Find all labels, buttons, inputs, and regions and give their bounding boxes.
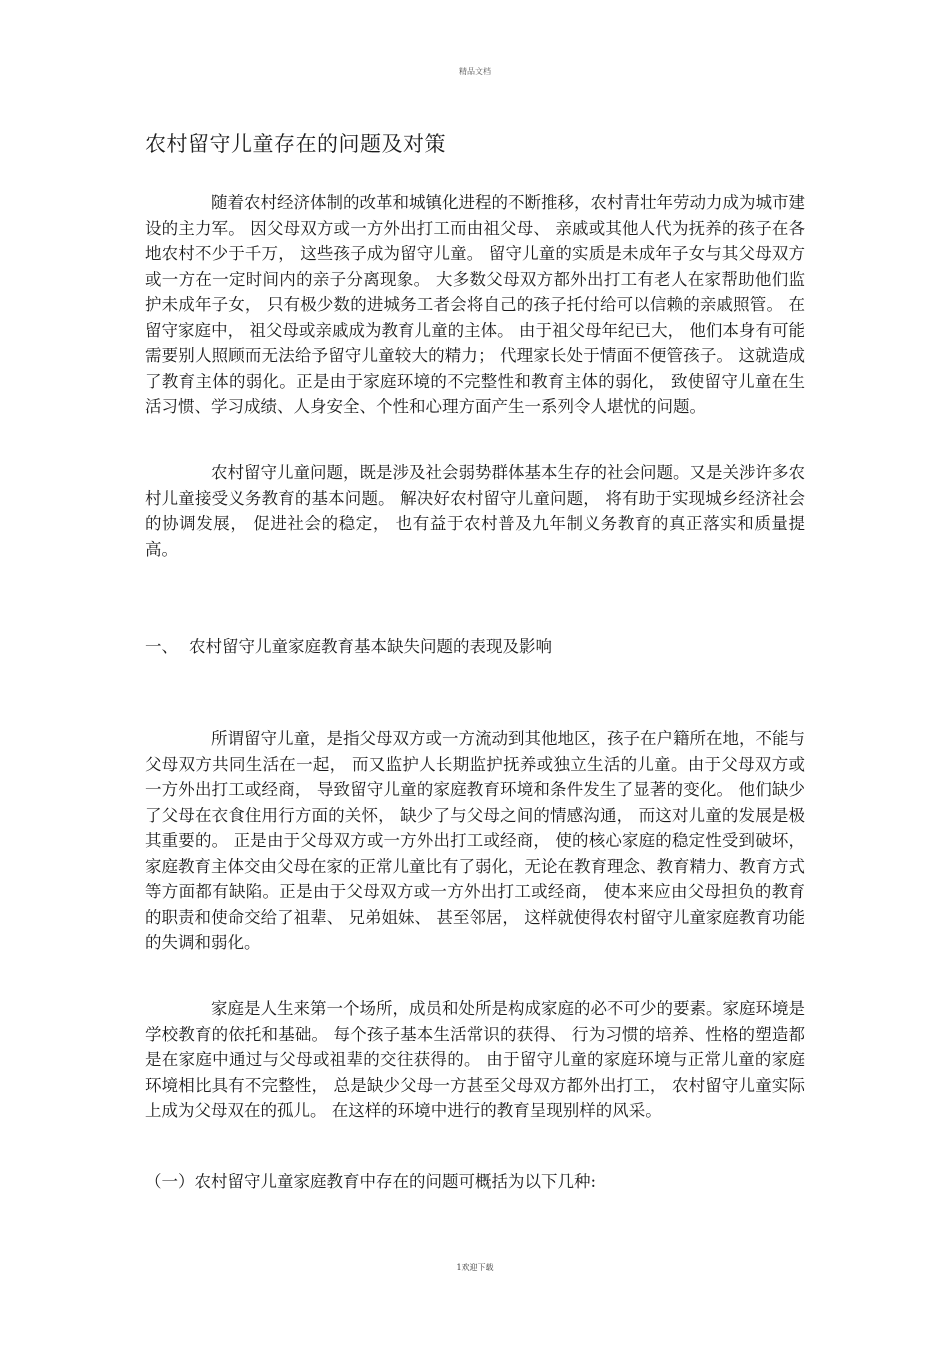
section-number: 一、 — [145, 637, 178, 656]
intro-paragraph-1: 随着农村经济体制的改革和城镇化进程的不断推移，农村青壮年劳动力成为城市建设的主力军。 因父母双方或一方外出打工而由祖父母、 亲戚或其他人代为抚养的孩子在各地农村不少于千万， 这些孩子成为留守儿童。 留守儿童的实质是未成年子女与其父母双方或一方在一定时间内的亲子分离现象。 大多数父母双方都外出打工有老人在家帮助他们监护未成年子女， 只有极少数的进城务工者会将自己的孩子托付给可以信赖的亲戚照管。 在留守家庭中， 祖父母或亲戚成为教育儿童的主体。 由于祖父母年纪已大， 他们本身有可能需要别人照顾而无法给予留守儿童较大的精力； 代理家长处于情面不便管孩子。 这就造成了教育主体的弱化。正是由于家庭环境的不完整性和教育主体的弱化， 致使留守儿童在生活习惯、学习成绩、人身安全、个性和心理方面产生一系列令人堪忧的问题。 — [145, 193, 805, 416]
header-watermark: 精品文档 — [459, 67, 491, 76]
section1-paragraph-2: 家庭是人生来第一个场所，成员和处所是构成家庭的必不可少的要素。家庭环境是学校教育的依托和基础。 每个孩子基本生活常识的获得、 行为习惯的培养、性格的塑造都是在家庭中通过与父母或祖辈的交往获得的。 由于留守儿童的家庭环境与正常儿童的家庭环境相比具有不完整性， 总是缺少父母一方甚至父母双方都外出打工， 农村留守儿童实际上成为父母双在的孤儿。 在这样的环境中进行的教育呈现别样的风采。 — [145, 999, 805, 1120]
document-title: 农村留守儿童存在的问题及对策 — [145, 132, 446, 156]
section-heading-1 — [145, 633, 552, 657]
page-footer: 1欢迎下载 — [456, 1263, 494, 1272]
subsection-heading-1: （一）农村留守儿童家庭教育中存在的问题可概括为以下几种: — [145, 1172, 597, 1191]
section1-paragraph-1: 所谓留守儿童，是指父母双方或一方流动到其他地区，孩子在户籍所在地，不能与父母双方共同生活在一起， 而又监护人长期监护抚养或独立生活的儿童。由于父母双方或一方外出打工或经商， 导致留守儿童的家庭教育环境和条件发生了显著的变化。 他们缺少了父母在衣食住用行方面的关怀， 缺少了与父母之间的情感沟通， 而这对儿童的发展是极其重要的。 正是由于父母双方或一方外出打工或经商， 使的核心家庭的稳定性受到破坏， 家庭教育主体交由父母在家的正常儿童比有了弱化，无论在教育理念、教育精力、教育方式等方面都有缺陷。正是由于父母双方或一方外出打工或经商， 使本来应由父母担负的教育的职责和使命交给了祖辈、 兄弟姐妹、 甚至邻居， 这样就使得农村留守儿童家庭教育功能的失调和弱化。 — [145, 729, 805, 952]
section-title: 农村留守儿童家庭教育基本缺失问题的表现及影响 — [189, 637, 552, 656]
intro-paragraph-2: 农村留守儿童问题，既是涉及社会弱势群体基本生存的社会问题。又是关涉许多农村儿童接受义务教育的基本问题。 解决好农村留守儿童问题， 将有助于实现城乡经济社会的协调发展， 促进社会的稳定， 也有益于农村普及九年制义务教育的真正落实和质量提高。 — [145, 463, 805, 559]
